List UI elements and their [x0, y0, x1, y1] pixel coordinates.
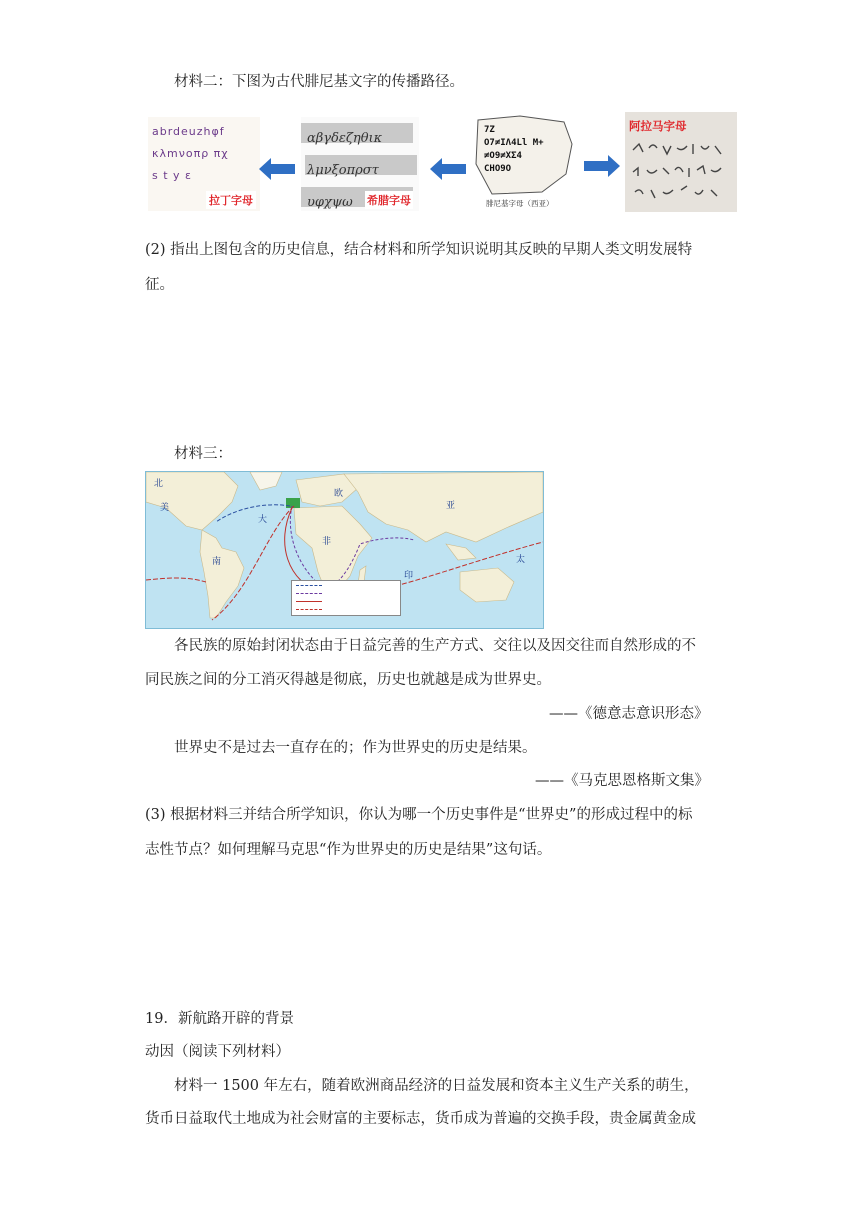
map-label-america: 美 [160, 503, 170, 513]
quote2-source: ——《马克思恩格斯文集》 [535, 773, 709, 789]
material2-intro: 材料二：下图为古代腓尼基文字的传播路径。 [174, 74, 464, 90]
aramaic-alphabet-label: 阿拉马字母 [629, 119, 687, 133]
greek-row: αβγδεζηθικ [307, 131, 383, 146]
map-label-pacific: 太 [516, 555, 526, 565]
phoenician-row: ≠O9≠XΣ4 [484, 151, 522, 161]
new-sea-routes-map [145, 471, 544, 629]
map-label-south: 南 [212, 557, 222, 567]
question-19-subtitle: 动因（阅读下列材料） [145, 1044, 290, 1060]
material3-label: 材料三： [174, 446, 232, 462]
question-19-title: 19．新航路开辟的背景 [145, 1011, 294, 1027]
question-19-material1-line1: 材料一 1500 年左右，随着欧洲商品经济的日益发展和资本主义生产关系的萌生， [174, 1078, 699, 1094]
map-label-indian: 印 [404, 571, 414, 581]
map-label-europe: 欧 [334, 489, 344, 499]
aramaic-script-glyphs [625, 112, 737, 212]
map-label-north: 北 [154, 479, 164, 489]
map-label-asia: 亚 [446, 501, 456, 511]
map-label-atlantic: 大 [258, 515, 268, 525]
phoenician-row: 7Z [484, 125, 495, 135]
latin-row: κλmνοπρ πχ [152, 147, 229, 160]
question-3-line2: 志性节点？如何理解马克思“作为世界史的历史是结果”这句话。 [145, 842, 552, 858]
latin-alphabet-label: 拉丁字母 [206, 191, 256, 209]
latin-row: abrdeuzhφf [152, 125, 225, 138]
question-3-line1: (3) 根据材料三并结合所学知识，你认为哪一个历史事件是“世界史”的形成过程中的标 [145, 807, 693, 823]
quote2: 世界史不是过去一直存在的；作为世界史的历史是结果。 [174, 740, 537, 756]
map-label-africa: 非 [322, 537, 332, 547]
quote1-line1: 各民族的原始封闭状态由于日益完善的生产方式、交往以及因交往而自然形成的不 [174, 638, 696, 654]
arrow-left-icon [259, 158, 295, 180]
question-19-material1-line2: 货币日益取代土地成为社会财富的主要标志，货币成为普遍的交换手段，贵金属黄金成 [145, 1111, 696, 1127]
arrow-right-icon [584, 155, 620, 177]
quote1-line2: 同民族之间的分工消灭得越是彻底，历史也就越是成为世界史。 [145, 672, 551, 688]
phoenician-alphabet-image [472, 114, 578, 212]
greek-alphabet-image [301, 117, 419, 211]
aramaic-alphabet-image [625, 112, 737, 212]
greek-row: υφχψω [307, 195, 353, 210]
greek-alphabet-label: 希腊字母 [365, 191, 413, 209]
arrow-left-icon [430, 158, 466, 180]
latin-alphabet-image [148, 117, 260, 211]
phoenician-row: O7≠IΛ4Ll M+ [484, 138, 544, 148]
quote1-source: ——《德意志意识形态》 [549, 706, 709, 722]
phoenician-caption: 腓尼基字母（西亚） [486, 199, 554, 208]
greek-row: λμνξοπρστ [307, 163, 379, 178]
map-legend [291, 580, 401, 616]
question-2-line2: 征。 [145, 277, 174, 293]
question-2-line1: (2) 指出上图包含的历史信息，结合材料和所学知识说明其反映的早期人类文明发展特 [145, 242, 693, 258]
latin-row: s t y ε [152, 169, 192, 182]
phoenician-row: CHO9O [484, 164, 512, 174]
